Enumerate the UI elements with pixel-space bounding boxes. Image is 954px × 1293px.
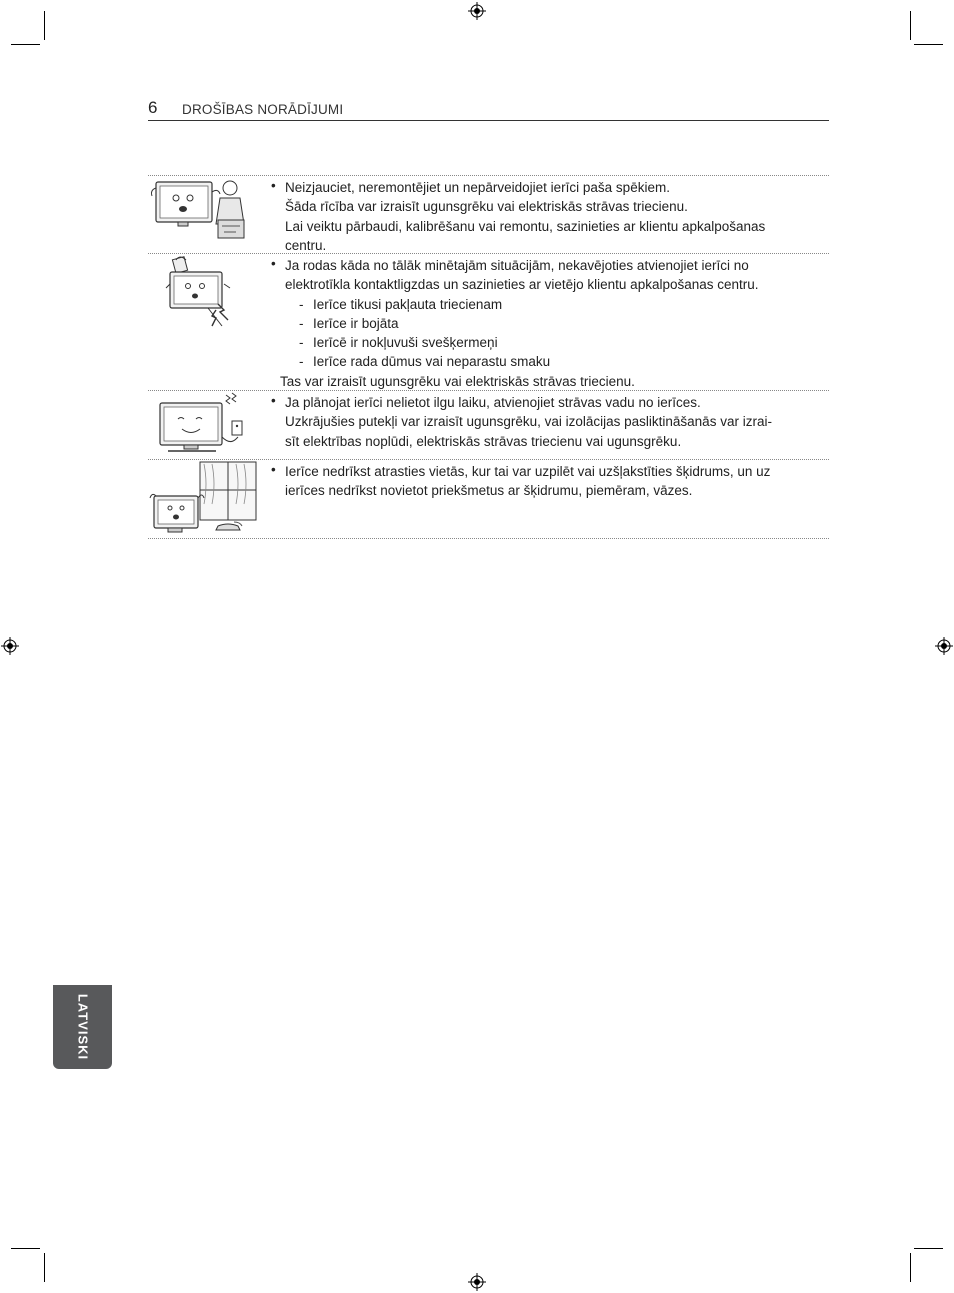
- safety-row: [148, 176, 829, 254]
- safety-text: [271, 176, 829, 258]
- dash-item: - Ierīcē ir nokļuvuši svešķermeņi: [285, 333, 829, 352]
- crop-mark: [910, 11, 911, 40]
- text-line: • Neizjauciet, neremontējiet un nepārveidojiet ierīci paša spēkiem.: [285, 180, 670, 195]
- damaged-tv-illustration: [148, 254, 260, 330]
- text-line: • Ja plānojat ierīci nelietot ilgu laiku, atvienojiet strāvas vadu no ierīces.: [285, 395, 701, 410]
- crop-mark: [914, 44, 943, 45]
- crop-mark: [910, 1253, 911, 1282]
- safety-row: [148, 254, 829, 391]
- text-line: • Ja rodas kāda no tālāk minētajām situācijām, nekavējoties atvienojiet ierīci no: [285, 258, 749, 273]
- tv-near-window-illustration: [148, 460, 260, 538]
- crop-mark: [44, 11, 45, 40]
- crop-mark: [44, 1253, 45, 1282]
- note-text: Tas var izraisīt ugunsgrēku vai elektriskās strāvas triecienu.: [280, 373, 635, 389]
- crop-mark: [914, 1248, 943, 1249]
- dash-item: - Ierīce tikusi pakļauta triecienam: [285, 295, 829, 314]
- dash-item: - Ierīce rada dūmus vai neparastu smaku: [285, 352, 829, 371]
- text-line: elektrotīkla kontaktligzdas un sazinieties ar vietējo klientu apkalpošanas centru.: [285, 277, 759, 293]
- registration-mark-icon: [1, 637, 19, 655]
- text-line: sīt elektrības noplūdi, elektriskās strāvas triecienu vai ugunsgrēku.: [285, 433, 682, 449]
- safety-text: [271, 460, 829, 504]
- text-line: Uzkrājušies putekļi var izraisīt ugunsgrēku, vai izolācijas pasliktināšanās var izrai-: [285, 414, 772, 430]
- dash-item: - Ierīce ir bojāta: [285, 314, 829, 333]
- language-label: LATVISKI: [75, 993, 90, 1061]
- crop-mark: [11, 44, 40, 45]
- section-title: DROŠĪBAS NORĀDĪJUMI: [182, 102, 344, 117]
- registration-mark-icon: [935, 637, 953, 655]
- text-line: Šāda rīcība var izraisīt ugunsgrēku vai elektriskās strāvas triecienu.: [285, 199, 688, 215]
- registration-mark-icon: [468, 2, 486, 20]
- page-number: 6: [148, 98, 158, 117]
- safety-row: [148, 391, 829, 460]
- text-line: centru.: [285, 237, 327, 253]
- text-line: ierīces nedrīkst novietot priekšmetus ar šķidrumu, piemēram, vāzes.: [285, 483, 693, 499]
- tv-with-repairman-illustration: [148, 176, 260, 248]
- page-header: [148, 98, 829, 121]
- safety-instructions-table: [148, 175, 829, 539]
- registration-mark-icon: [468, 1273, 486, 1291]
- safety-text: [271, 254, 829, 394]
- text-line: • Ierīce nedrīkst atrasties vietās, kur tai var uzpilēt vai uzšļakstīties šķidrums, un uz: [285, 464, 771, 479]
- language-side-tab: [53, 985, 112, 1069]
- safety-row: [148, 460, 829, 539]
- unplugged-tv-illustration: [148, 391, 260, 457]
- safety-text: [271, 391, 829, 454]
- text-line: Lai veiktu pārbaudi, kalibrēšanu vai remontu, sazinieties ar klientu apkalpošanas: [285, 218, 766, 234]
- crop-mark: [11, 1248, 40, 1249]
